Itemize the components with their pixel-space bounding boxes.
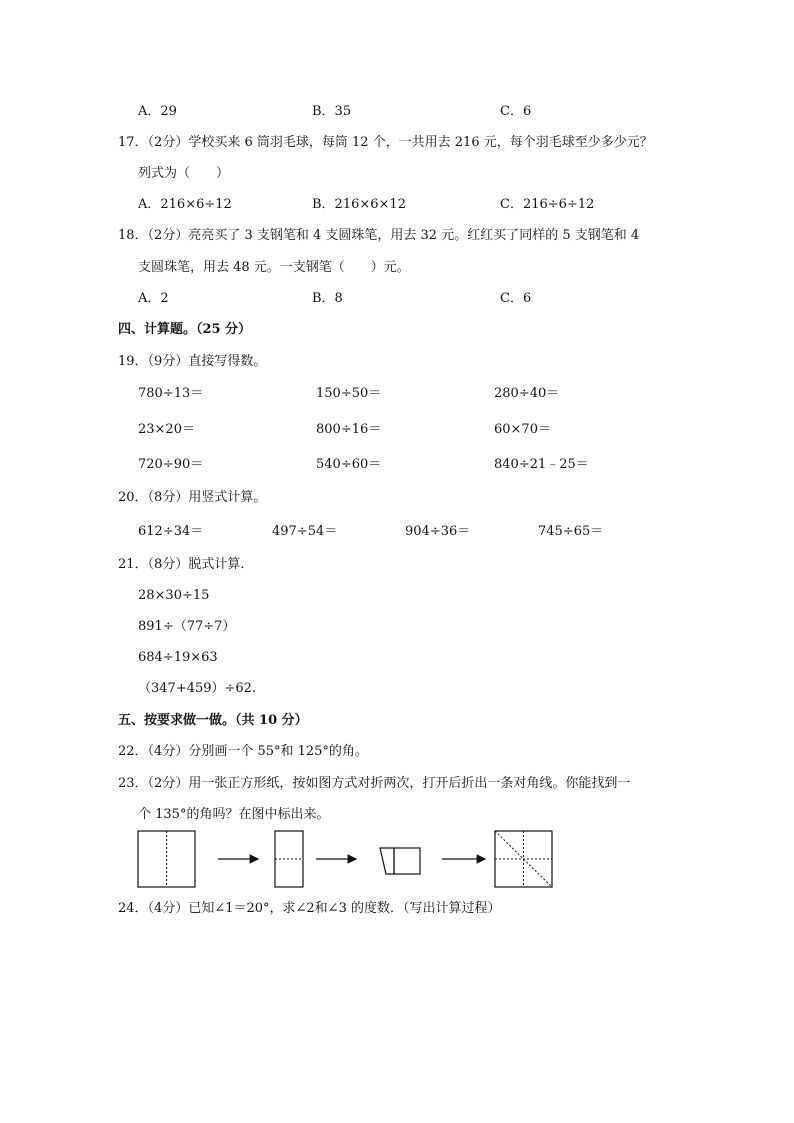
q23-line2: 个 135°的角吗？在图中标出来。	[138, 807, 330, 822]
q19-item: 800÷16＝	[316, 422, 382, 437]
q22-text: 22．（4分）分别画一个 55°和 125°的角。	[118, 744, 368, 759]
q19-item: 280÷40＝	[494, 386, 560, 401]
q16-option-a: A．29	[138, 104, 177, 119]
q18-option-c: C．6	[500, 291, 532, 306]
q19-item: 150÷50＝	[316, 386, 382, 401]
q18-line1: 18．（2分）亮亮买了 3 支钢笔和 4 支圆珠笔，用去 32 元。红红买了同样的 5 支钢笔和 4	[118, 228, 640, 243]
q20-item: 497÷54＝	[272, 524, 338, 539]
q20-item: 745÷65＝	[538, 524, 604, 539]
q18-option-b: B．8	[312, 291, 343, 306]
q16-option-b: B．35	[312, 104, 352, 119]
q20-item: 612÷34＝	[138, 524, 204, 539]
q21-item: 684÷19×63	[138, 650, 218, 665]
q19-item: 720÷90＝	[138, 457, 204, 472]
q17-option-a: A．216×6÷12	[138, 197, 232, 212]
folded-quarter-step3	[380, 848, 420, 874]
q20-title: 20．（8分）用竖式计算。	[118, 490, 267, 505]
folded-rectangle-step2	[275, 831, 303, 887]
q20-item: 904÷36＝	[405, 524, 471, 539]
q17-option-b: B．216×6×12	[312, 197, 406, 212]
q18-option-a: A．2	[138, 291, 169, 306]
q18-line2: 支圆珠笔，用去 48 元。一支钢笔（ ）元。	[138, 260, 410, 275]
q19-item: 780÷13＝	[138, 386, 204, 401]
square-paper-step1	[138, 831, 195, 887]
q17-line1: 17．（2分）学校买来 6 筒羽毛球，每筒 12 个，一共用去 216 元，每个羽毛球至少多少元？	[118, 135, 653, 150]
q21-item: 891÷（77÷7）	[138, 619, 236, 634]
q19-item: 840÷21﹣25＝	[494, 457, 589, 472]
q17-line2: 列式为（ ）	[138, 166, 230, 181]
q23-line1: 23．（2分）用一张正方形纸，按如图方式对折两次，打开后折出一条对角线。你能找到一	[118, 776, 631, 791]
q19-title: 19．（9分）直接写得数。	[118, 354, 267, 369]
q17-option-c: C．216÷6÷12	[500, 197, 595, 212]
folding-diagram	[130, 826, 570, 894]
q21-item: 28×30÷15	[138, 588, 210, 603]
q19-item: 540÷60＝	[316, 457, 382, 472]
q19-item: 23×20＝	[138, 422, 195, 437]
q21-title: 21．（8分）脱式计算．	[118, 557, 254, 572]
q16-option-c: C．6	[500, 104, 532, 119]
q21-item: （347+459）÷62.	[138, 681, 257, 696]
q24-text: 24．（4分）已知∠1＝20°，求∠2和∠3 的度数．（写出计算过程）	[118, 901, 501, 916]
section-5-heading: 五、按要求做一做。（共 10 分）	[118, 713, 308, 728]
unfolded-square-step4	[495, 831, 552, 887]
section-4-heading: 四、计算题。（25 分）	[118, 322, 252, 337]
q19-item: 60×70＝	[494, 422, 551, 437]
